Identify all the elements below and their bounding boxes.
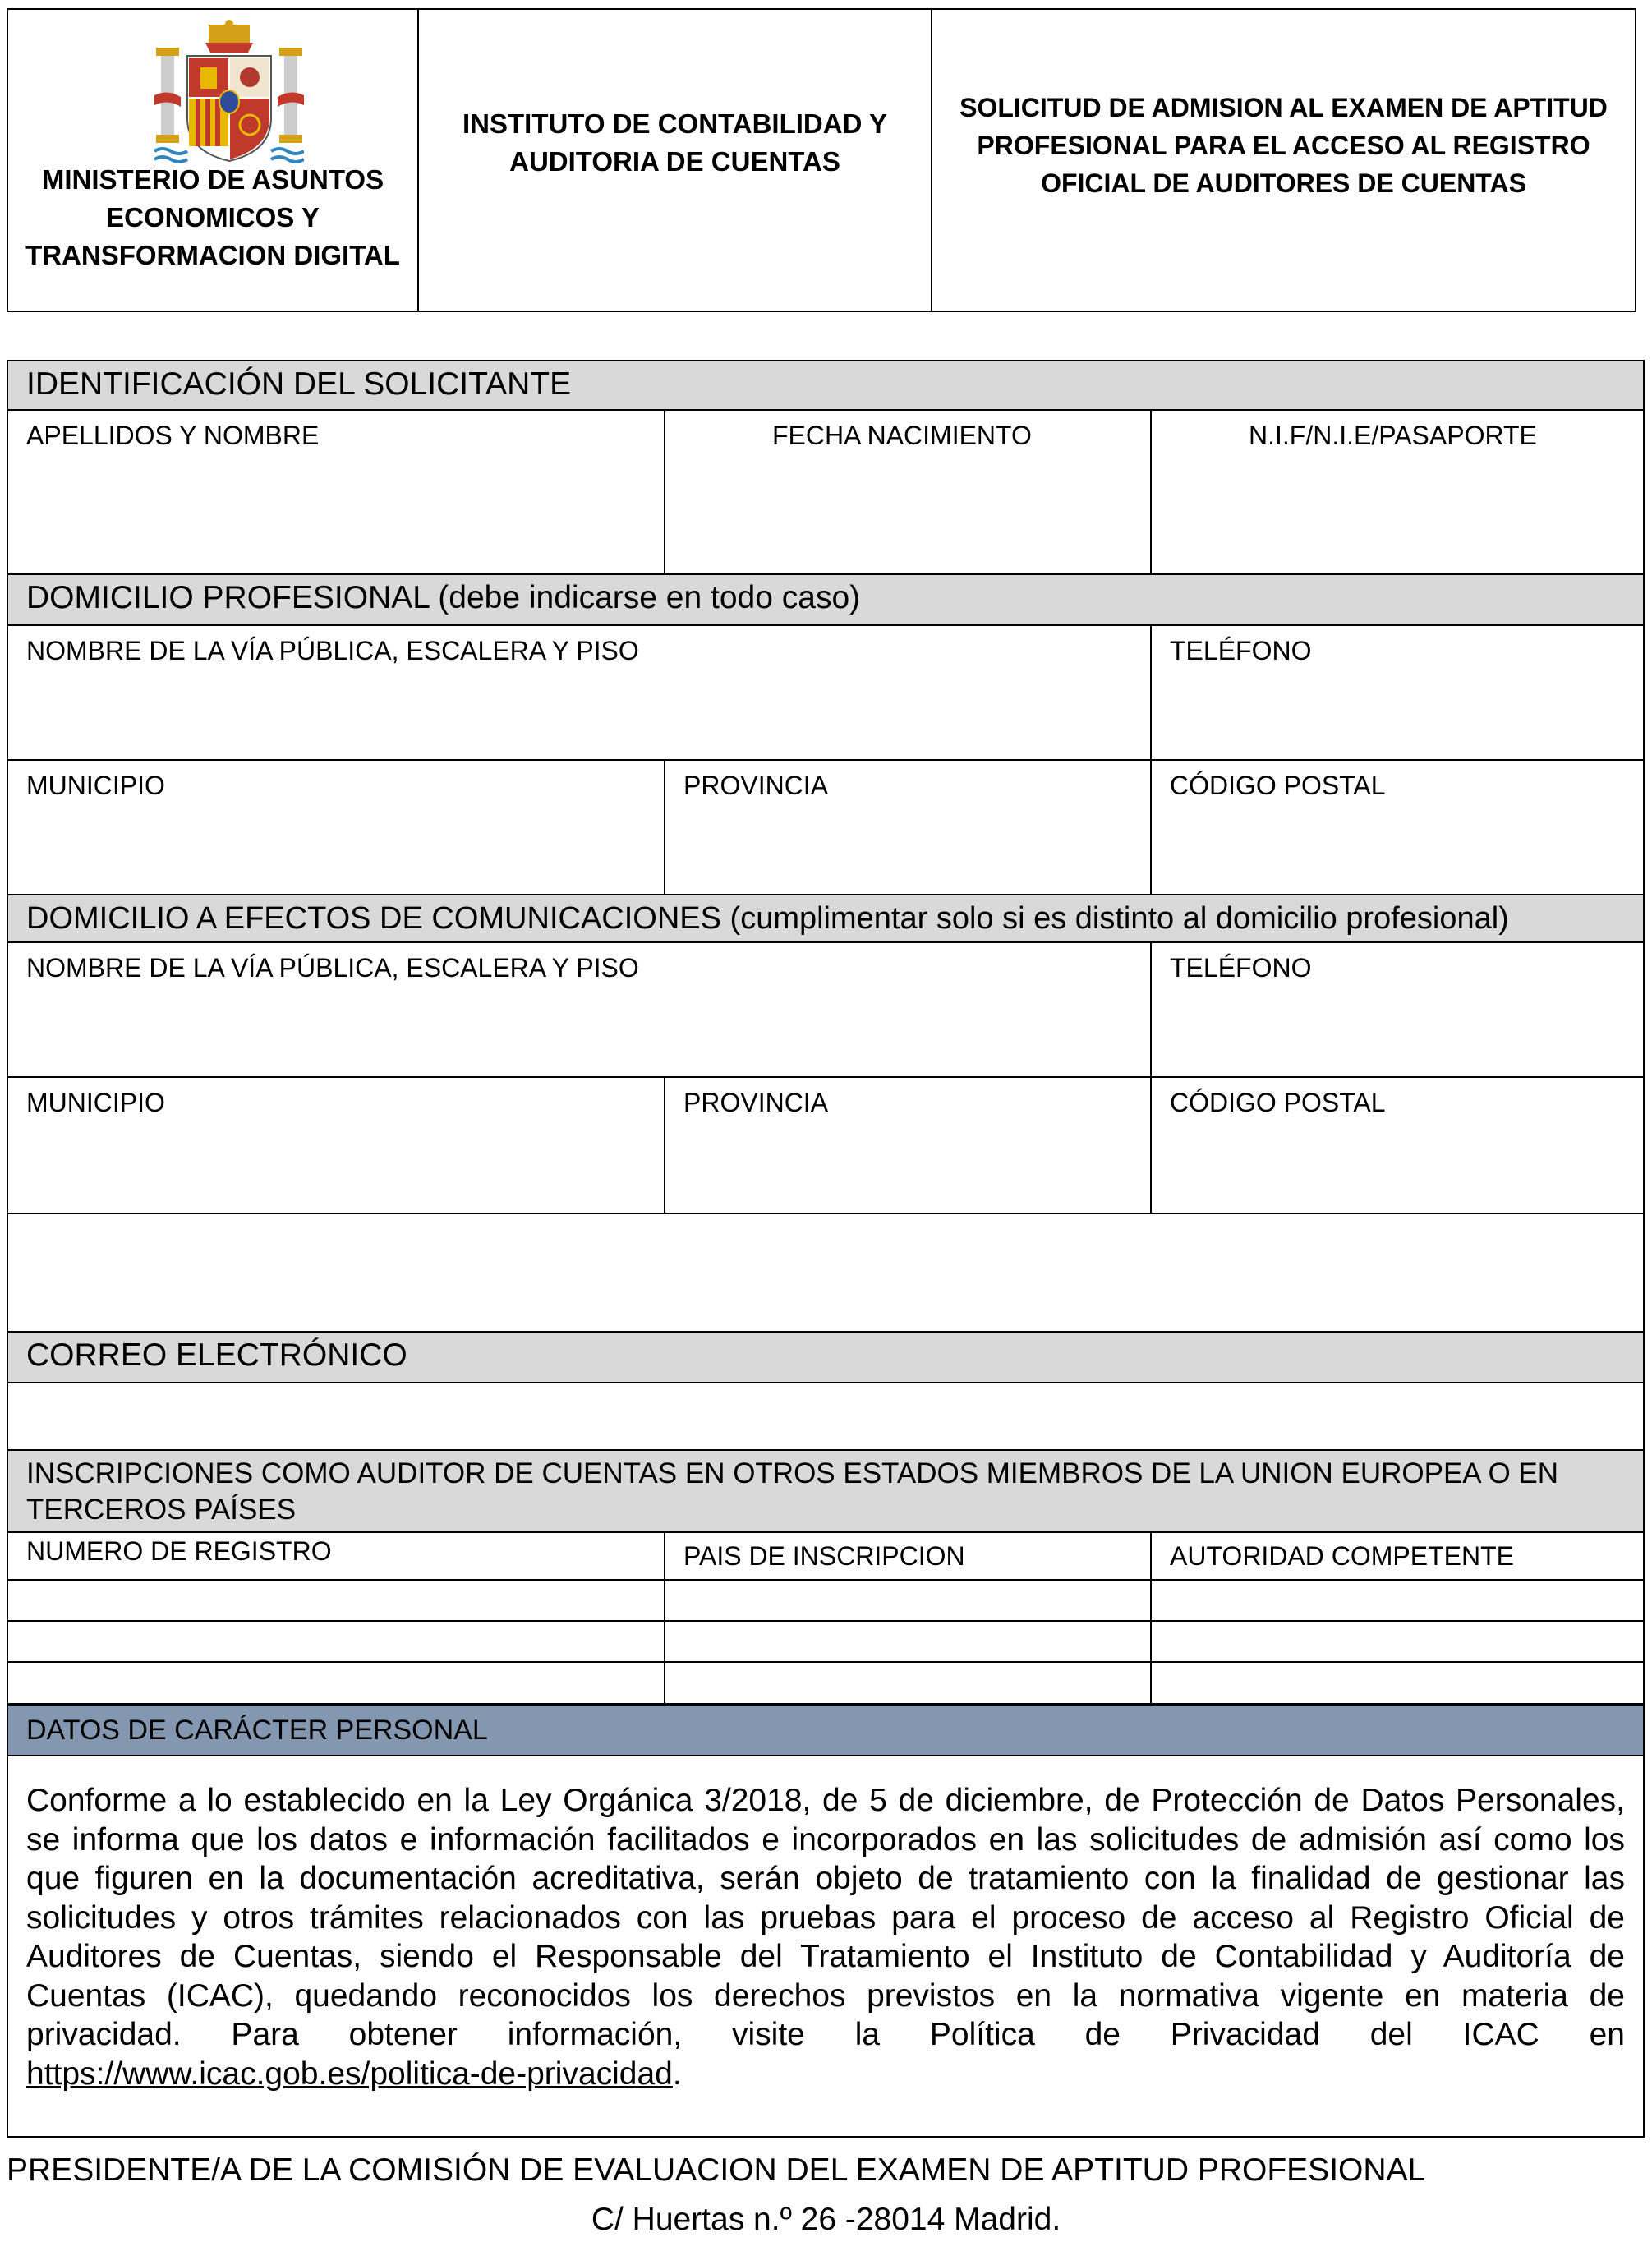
registration-authority-cell[interactable] bbox=[1152, 1622, 1643, 1661]
registration-authority-header bbox=[1152, 1533, 1643, 1579]
section-identification-heading: IDENTIFICACIÓN DEL SOLICITANTE bbox=[8, 361, 1643, 411]
ministry-name: MINISTERIO DE ASUNTOS ECONOMICOS Y TRANSFORMACION DIGITAL bbox=[25, 164, 400, 270]
id-document-field[interactable] bbox=[1152, 411, 1643, 573]
professional-street-row bbox=[8, 626, 1643, 761]
blank-row bbox=[8, 1214, 1643, 1333]
recipient-line: PRESIDENTE/A DE LA COMISIÓN DE EVALUACION DEL EXAMEN DE APTITUD PROFESIONAL bbox=[7, 2152, 1426, 2188]
institute-name: INSTITUTO DE CONTABILIDAD Y AUDITORIA DE CUENTAS bbox=[462, 108, 887, 177]
form-header bbox=[7, 8, 1636, 312]
recipient-address: C/ Huertas n.º 26 -28014 Madrid. bbox=[591, 2202, 1061, 2237]
name-field[interactable] bbox=[8, 411, 665, 573]
professional-province-label: PROVINCIA bbox=[683, 771, 829, 800]
section-personal-data-heading: DATOS DE CARÁCTER PERSONAL bbox=[8, 1706, 1643, 1756]
communication-municipality-field[interactable] bbox=[8, 1078, 665, 1213]
title-cell bbox=[932, 10, 1635, 311]
personal-data-notice bbox=[26, 1781, 1625, 2093]
personal-data-end: . bbox=[672, 2056, 682, 2092]
registration-number-header bbox=[8, 1533, 665, 1579]
professional-street-label: NOMBRE DE LA VÍA PÚBLICA, ESCALERA Y PISO bbox=[26, 636, 639, 665]
registration-number-cell[interactable] bbox=[8, 1581, 665, 1620]
communication-street-label: NOMBRE DE LA VÍA PÚBLICA, ESCALERA Y PISO bbox=[26, 953, 639, 983]
registration-row bbox=[8, 1663, 1643, 1706]
communication-postal-code-label: CÓDIGO POSTAL bbox=[1170, 1088, 1386, 1117]
registration-number-label: NUMERO DE REGISTRO bbox=[26, 1536, 332, 1566]
professional-province-field[interactable] bbox=[665, 761, 1152, 894]
registration-country-cell[interactable] bbox=[665, 1581, 1152, 1620]
communication-province-label: PROVINCIA bbox=[683, 1088, 829, 1117]
professional-municipality-field[interactable] bbox=[8, 761, 665, 894]
registration-row bbox=[8, 1622, 1643, 1663]
professional-postal-code-field[interactable] bbox=[1152, 761, 1643, 894]
ministry-cell bbox=[8, 10, 419, 311]
professional-postal-code-label: CÓDIGO POSTAL bbox=[1170, 771, 1386, 800]
registration-authority-cell[interactable] bbox=[1152, 1581, 1643, 1620]
communication-municipality-label: MUNICIPIO bbox=[26, 1088, 165, 1117]
coat-of-arms-icon bbox=[154, 20, 304, 166]
registration-authority-cell[interactable] bbox=[1152, 1663, 1643, 1703]
communication-street-row bbox=[8, 943, 1643, 1078]
name-label: APELLIDOS Y NOMBRE bbox=[26, 421, 320, 450]
institute-cell bbox=[419, 10, 932, 311]
section-email-heading: CORREO ELECTRÓNICO bbox=[8, 1333, 1643, 1383]
registration-authority-label: AUTORIDAD COMPETENTE bbox=[1170, 1541, 1514, 1571]
professional-location-row bbox=[8, 761, 1643, 895]
communication-phone-field[interactable] bbox=[1152, 943, 1643, 1076]
birth-date-field[interactable] bbox=[665, 411, 1152, 573]
section-professional-address-heading: DOMICILIO PROFESIONAL (debe indicarse en todo caso) bbox=[8, 575, 1643, 626]
registration-country-cell[interactable] bbox=[665, 1622, 1152, 1661]
identification-row bbox=[8, 411, 1643, 575]
communication-location-row bbox=[8, 1078, 1643, 1214]
communication-postal-code-field[interactable] bbox=[1152, 1078, 1643, 1213]
communication-street-field[interactable] bbox=[8, 943, 1152, 1076]
form-title: SOLICITUD DE ADMISION AL EXAMEN DE APTITUD PROFESIONAL PARA EL ACCESO AL REGISTRO OFICIAL DE AUDITORES DE CUENTAS bbox=[959, 93, 1608, 198]
section-communication-address-heading: DOMICILIO A EFECTOS DE COMUNICACIONES (cumplimentar solo si es distinto al domicilio profesional) bbox=[8, 895, 1643, 943]
personal-data-text: Conforme a lo establecido en la Ley Orgánica 3/2018, de 5 de diciembre, de Protección de Datos Personales, se informa que los datos e información facilitados e incorporados en las solicitudes de admisión así como los que figuren en la documentación acreditativa, serán objeto de tratamiento con la finalidad de gestionar las solicitudes y otros trámites relacionados con las pruebas para el proceso de acceso al Registro Oficial de Auditores de Cuentas, siendo el Responsable del Tratamiento el Instituto de Contabilidad y Auditoría de Cuentas (ICAC), quedando reconocidos los derechos previstos en la normativa vigente en materia de privacidad. Para obtener información, visite la Política de Privacidad del ICAC en bbox=[26, 1783, 1625, 2052]
application-form bbox=[7, 360, 1645, 2138]
id-document-label: N.I.F/N.I.E/PASAPORTE bbox=[1249, 421, 1537, 450]
professional-phone-field[interactable] bbox=[1152, 626, 1643, 759]
professional-phone-label: TELÉFONO bbox=[1170, 636, 1312, 665]
registration-country-cell[interactable] bbox=[665, 1663, 1152, 1703]
registration-number-cell[interactable] bbox=[8, 1663, 665, 1703]
professional-street-field[interactable] bbox=[8, 626, 1152, 759]
registration-country-label: PAIS DE INSCRIPCION bbox=[683, 1541, 965, 1571]
registration-country-header bbox=[665, 1533, 1152, 1579]
communication-province-field[interactable] bbox=[665, 1078, 1152, 1213]
professional-municipality-label: MUNICIPIO bbox=[26, 771, 165, 800]
registrations-header-row bbox=[8, 1533, 1643, 1581]
privacy-policy-link[interactable]: https://www.icac.gob.es/politica-de-privacidad bbox=[26, 2056, 673, 2092]
section-registrations-heading: INSCRIPCIONES COMO AUDITOR DE CUENTAS EN OTROS ESTADOS MIEMBROS DE LA UNION EUROPEA O EN TERCEROS PAÍSES bbox=[8, 1451, 1643, 1533]
registration-number-cell[interactable] bbox=[8, 1622, 665, 1661]
registration-row bbox=[8, 1581, 1643, 1622]
birth-date-label: FECHA NACIMIENTO bbox=[772, 421, 1032, 450]
email-field[interactable] bbox=[8, 1383, 1643, 1451]
communication-phone-label: TELÉFONO bbox=[1170, 953, 1312, 983]
